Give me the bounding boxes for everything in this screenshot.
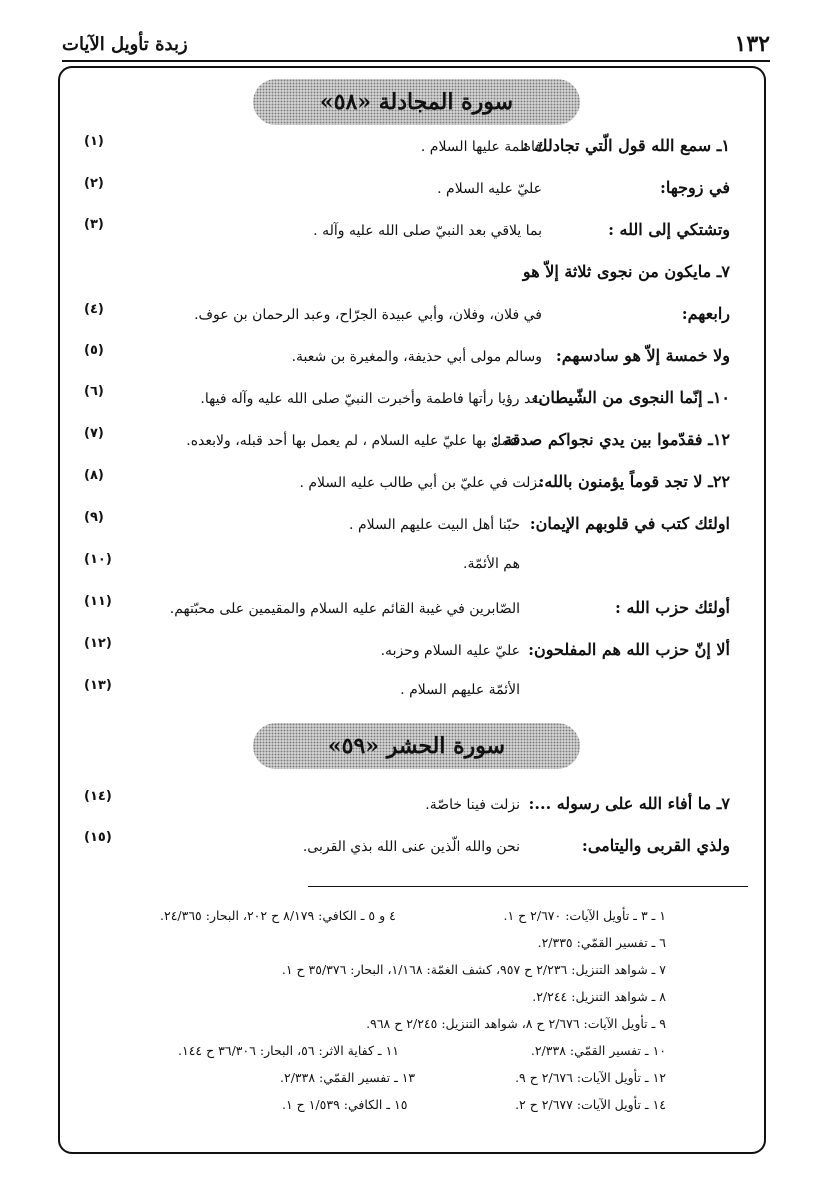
verse-commentary: الأئمّة عليهم السلام .: [400, 682, 520, 698]
verse-commentary: نزلت فينا خاصّة.: [425, 797, 520, 813]
footnote-marker: (١٤): [84, 789, 112, 804]
verse-row: [145, 598, 730, 617]
verse-commentary: نزلت في عليّ بن أبي طالب عليه السلام .: [299, 475, 542, 491]
verse-commentary: الصّابرين في غيبة القائم عليه السلام والمقيمين على محبّتهم.: [169, 601, 520, 617]
verse-commentary: عمل بها عليّ عليه السلام ، لم يعمل بها أحد قبله، ولابعده.: [186, 433, 518, 449]
footnote: ١١ ـ كفاية الاثر: ٥٦، البحار: ٣٦/٣٠٦ ح ١٤٤.: [178, 1043, 399, 1058]
verse-row: [145, 136, 730, 155]
footnote: ١٥ ـ الكافي: ١/٥٣٩ ح ١.: [282, 1097, 408, 1112]
verse-row: [145, 682, 730, 698]
verse-key: ١٠ـ إنّما النجوى من الشّيطان:: [532, 388, 730, 407]
footnote-marker: (٥): [84, 343, 104, 358]
verse-commentary: نحن والله الّذين عنى الله بذي القربى.: [302, 839, 520, 855]
book-title: زبدة تأويل الآيات: [62, 33, 188, 55]
footnote: ١٢ ـ تأويل الآيات: ٢/٦٧٦ ح ٩.: [515, 1070, 666, 1085]
footnote-marker: (١٣): [84, 678, 112, 693]
verse-row: [145, 472, 730, 491]
verse-key: ولا خمسة إلاّ هو سادسهم:: [555, 346, 730, 365]
verse-key: ٧ـ مايكون من نجوى ثلاثة إلاّ هو: [522, 262, 730, 281]
verse-row: [145, 346, 730, 365]
verse-key: أولئك حزب الله :: [615, 598, 730, 617]
verse-row: [145, 388, 730, 407]
verse-key: وتشتكي إلى الله :: [608, 220, 730, 239]
footnote-marker: (٤): [84, 302, 104, 317]
verse-row: [145, 514, 730, 533]
footnote: ٨ ـ شواهد التنزيل: ٢/٢٤٤.: [532, 989, 666, 1004]
footnote: ١٤ ـ تأويل الآيات: ٢/٦٧٧ ح ٢.: [515, 1097, 666, 1112]
verse-key: في زوجها:: [659, 178, 730, 197]
footnote: ٤ و ٥ ـ الكافي: ٨/١٧٩ ح ٢٠٢، البحار: ٢٤/٣٦٥.: [160, 908, 396, 923]
footnote: ٦ ـ تفسير القمّي: ٢/٣٣٥.: [537, 935, 666, 950]
footnote: ٧ ـ شواهد التنزيل: ٢/٢٣٦ ح ٩٥٧، كشف الغمّة: ١/١٦٨، البحار: ٣٥/٣٧٦ ح ١.: [281, 962, 666, 977]
footnote-marker: (٢): [84, 176, 104, 191]
surah-banner-mujadila: سورة المجادلة «٥٨»: [253, 79, 580, 125]
verse-key: ١ـ سمع الله قول الّتي تجادلك :: [522, 136, 730, 155]
verse-commentary: عليّ عليه السلام .: [437, 181, 542, 197]
footnote-marker: (٨): [84, 468, 104, 483]
verse-commentary: بما يلاقي بعد النبيّ صلى الله عليه وآله .: [313, 223, 542, 239]
footnote-marker: (٦): [84, 384, 104, 399]
verse-key: ولذي القربى واليتامى:: [581, 836, 730, 855]
verse-row: [145, 794, 730, 813]
verse-row: [145, 640, 730, 659]
footnote-marker: (١٠): [84, 552, 112, 567]
surah-banner-hashr: سورة الحشر «٥٩»: [253, 723, 580, 769]
verse-commentary: في فلان، وفلان، وأبي عبيدة الجرّاح، وعبد الرحمان بن عوف.: [194, 307, 542, 323]
verse-key: رابعهم:: [681, 304, 730, 323]
verse-key: ٢٢ـ لا تجد قوماً يؤمنون بالله:: [538, 472, 730, 491]
footnote: ١٠ ـ تفسير القمّي: ٢/٣٣٨.: [530, 1043, 666, 1058]
verse-row: [145, 430, 730, 449]
verse-commentary: فاطمة عليها السلام .: [420, 139, 542, 155]
verse-commentary: وسالم مولى أبي حذيفة، والمغيرة بن شعبة.: [291, 349, 542, 365]
verse-key: ١٢ـ فقدّموا بين يدي نجواكم صدقة :: [492, 430, 730, 449]
footnote-marker: (٣): [84, 217, 104, 232]
verse-row: [145, 262, 730, 281]
verse-commentary: بعد رؤيا رأتها فاطمة وأخبرت النبيّ صلى الله عليه وآله فيها.: [200, 391, 542, 407]
page-number: ١٣٢: [734, 31, 770, 57]
verse-row: [145, 178, 730, 197]
verse-key: ألا إنّ حزب الله هم المفلحون:: [528, 640, 730, 659]
verse-commentary: عليّ عليه السلام وحزبه.: [380, 643, 520, 659]
footnote-marker: (١): [84, 134, 104, 149]
verse-row: [145, 304, 730, 323]
page-header: [62, 28, 770, 62]
verse-key: اولئك كتب في قلوبهم الإيمان:: [529, 514, 730, 533]
footnote-marker: (١٢): [84, 636, 112, 651]
footnote-marker: (١١): [84, 594, 112, 609]
footnote-marker: (١٥): [84, 830, 112, 845]
verse-commentary: حبّنا أهل البيت عليهم السلام .: [349, 517, 520, 533]
footnote-separator: [308, 886, 748, 887]
verse-row: [145, 836, 730, 855]
footnote-marker: (٧): [84, 426, 104, 441]
verse-row: [145, 220, 730, 239]
verse-key: ٧ـ ما أفاء الله على رسوله ...:: [528, 794, 730, 813]
footnote: ١ ـ ٣ ـ تأويل الآيات: ٢/٦٧٠ ح ١.: [503, 908, 666, 923]
footnote: ١٣ ـ تفسير القمّي: ٢/٣٣٨.: [280, 1070, 416, 1085]
footnote: ٩ ـ تأويل الآيات: ٢/٦٧٦ ح ٨، شواهد التنزيل: ٢/٢٤٥ ح ٩٦٨.: [366, 1016, 666, 1031]
verse-row: [145, 556, 730, 572]
verse-commentary: هم الأئمّة.: [463, 556, 520, 572]
footnote-marker: (٩): [84, 510, 104, 525]
